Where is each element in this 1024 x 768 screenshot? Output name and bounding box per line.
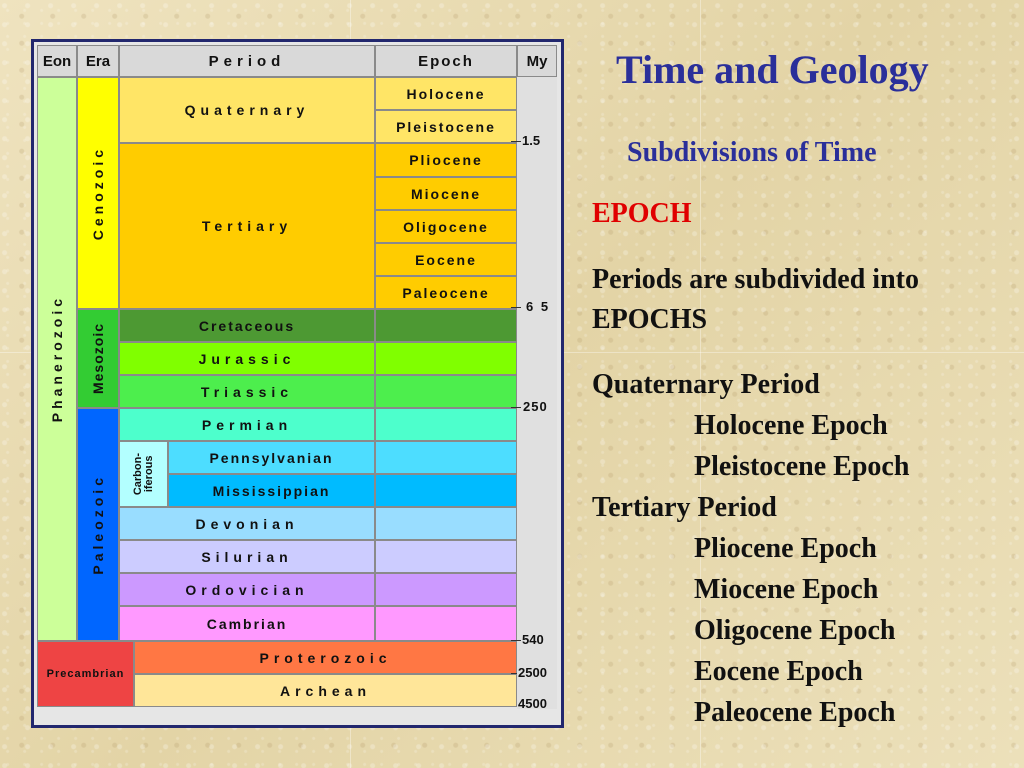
list-item-tertiary-period: Tertiary Period	[592, 492, 777, 523]
my-tick	[511, 407, 521, 408]
epoch-cretaceous-blank	[375, 309, 517, 342]
epoch-heading: EPOCH	[592, 198, 692, 229]
period-ordovician: Ordovician	[119, 573, 375, 606]
my-tick	[511, 307, 521, 308]
eon-precambrian	[37, 641, 134, 707]
eon-phanerozoic	[37, 77, 77, 641]
my-tick	[511, 640, 521, 641]
header-my: My	[517, 45, 557, 77]
paragraph-line-2: EPOCHS	[592, 304, 708, 335]
epoch-ordovician-blank	[375, 573, 517, 606]
my-label-1-5: 1.5	[522, 133, 541, 148]
era-mesozoic	[77, 309, 119, 408]
my-label-65: 6 5	[526, 299, 551, 314]
period-jurassic: Jurassic	[119, 342, 375, 375]
eon-phanerozoic-label: Phanerozoic	[49, 295, 65, 423]
period-tertiary: Tertiary	[119, 143, 375, 309]
header-period: Period	[119, 45, 375, 77]
my-tick	[511, 673, 517, 674]
header-eon: Eon	[37, 45, 77, 77]
my-label-540: 540	[522, 632, 544, 647]
header-epoch: Epoch	[375, 45, 517, 77]
my-tick	[511, 141, 521, 142]
period-quaternary: Quaternary	[119, 77, 375, 143]
period-cretaceous: Cretaceous	[119, 309, 375, 342]
my-column	[517, 77, 557, 709]
list-item-pliocene-epoch: Pliocene Epoch	[694, 533, 877, 564]
header-era: Era	[77, 45, 119, 77]
epoch-pennsylvanian-blank	[375, 441, 517, 474]
my-label-250: 250	[523, 399, 548, 414]
epoch-pliocene: Pliocene	[375, 143, 517, 177]
era-mesozoic-label: Mesozoic	[90, 322, 106, 394]
geologic-time-table	[31, 39, 564, 728]
epoch-silurian-blank	[375, 540, 517, 573]
period-cambrian: Cambrian	[119, 606, 375, 641]
epoch-mississippian-blank	[375, 474, 517, 507]
eon-precambrian-label: Precambrian	[46, 668, 125, 680]
period-carboniferous-label: Carbon- iferous	[131, 452, 155, 496]
period-carboniferous	[119, 441, 168, 507]
period-proterozoic: Proterozoic	[134, 641, 517, 674]
epoch-paleocene: Paleocene	[375, 276, 517, 309]
period-permian: Permian	[119, 408, 375, 441]
era-cenozoic	[77, 77, 119, 309]
era-paleozoic	[77, 408, 119, 641]
epoch-holocene: Holocene	[375, 77, 517, 110]
list-item-quaternary-period: Quaternary Period	[592, 369, 820, 400]
slide-title: Time and Geology	[616, 47, 929, 92]
epoch-jurassic-blank	[375, 342, 517, 375]
list-item-miocene-epoch: Miocene Epoch	[694, 574, 879, 605]
paragraph-line-1: Periods are subdivided into	[592, 264, 919, 295]
my-label-4500: 4500	[518, 696, 547, 711]
era-cenozoic-label: Cenozoic	[90, 145, 106, 241]
period-pennsylvanian: Pennsylvanian	[168, 441, 375, 474]
period-devonian: Devonian	[119, 507, 375, 540]
list-item-oligocene-epoch: Oligocene Epoch	[694, 615, 896, 646]
epoch-cambrian-blank	[375, 606, 517, 641]
period-silurian: Silurian	[119, 540, 375, 573]
slide-subtitle: Subdivisions of Time	[627, 137, 877, 168]
epoch-eocene: Eocene	[375, 243, 517, 276]
period-mississippian: Mississippian	[168, 474, 375, 507]
era-paleozoic-label: Paleozoic	[90, 474, 106, 575]
list-item-pleistocene-epoch: Pleistocene Epoch	[694, 451, 910, 482]
my-label-2500: 2500	[518, 665, 547, 680]
list-item-eocene-epoch: Eocene Epoch	[694, 656, 863, 687]
epoch-triassic-blank	[375, 375, 517, 408]
epoch-devonian-blank	[375, 507, 517, 540]
list-item-paleocene-epoch: Paleocene Epoch	[694, 697, 896, 728]
period-triassic: Triassic	[119, 375, 375, 408]
epoch-oligocene: Oligocene	[375, 210, 517, 243]
epoch-pleistocene: Pleistocene	[375, 110, 517, 143]
period-archean: Archean	[134, 674, 517, 707]
epoch-permian-blank	[375, 408, 517, 441]
epoch-miocene: Miocene	[375, 177, 517, 210]
list-item-holocene-epoch: Holocene Epoch	[694, 410, 888, 441]
